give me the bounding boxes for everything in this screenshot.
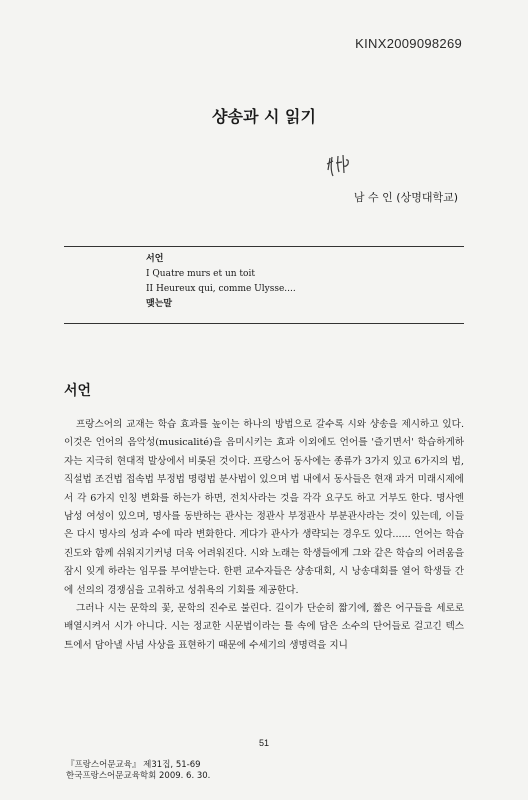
- document-id: KINX2009098269: [355, 36, 462, 51]
- toc-item: 맺는말: [146, 299, 173, 309]
- journal-citation: [66, 760, 210, 782]
- toc-item: I Quatre murs et un toit: [146, 269, 255, 279]
- toc-item: 서언: [146, 254, 164, 264]
- toc-bottom-rule: [64, 323, 464, 324]
- paragraph: 프랑스어의 교재는 학습 효과를 높이는 하나의 방법으로 갈수록 시와 샹송을 제시하고 있다. 이것은 언어의 음악성(musicalité)을 음미시키는 효과 이외에도 언어를 '즐기면서' 학습하게하자는 지극히 현대적 발상에서 비롯된 것이다. 프랑스어 동사에는 종류가 3가지 있고 6가지의 법, 직설법 조건법 접속법 부정법 명령법 분사법이 있으며 법 내에서 동사들은 현재 과거 미래시제에서 각 6가지 인칭 변화를 하는가 하면, 전치사라는 것을 각각 요구도 하고 거부도 한다. 명사엔 남성 여성이 있으며, 명사를 동반하는 관사는 정관사 부정관사 부분관사라는 것이 있는데, 이들은 다시 명사의 성과 수에 따라 변화한다. 게다가 관사가 생략되는 경우도 있다...... 언어는 학습 진도와 함께 쉬워지기커녕 더욱 어려워진다. 시와 노래는 학생들에게 그와 같은 학습의 어려움을 잠시 잊게 하라는 임무를 부여받는다. 한편 교수자들은 샹송대회, 시 낭송대회를 열어 학생들 간에 선의의 경쟁심을 고취하고 성취욕의 기회를 제공한다.: [64, 419, 464, 596]
- paragraph: 그러나 시는 문학의 꽃, 문학의 진수로 불린다. 길이가 단순히 짧기에, 짧은 어구들을 세로로 배열시켜서 시가 아니다. 시는 정교한 시문법이라는 틀 속에 담은 소수의 단어들로 걸고긴 텍스트에서 담아낼 사념 사상을 표현하기 때문에 수세기의 생명력을 지니: [64, 603, 464, 651]
- handwritten-signature: [324, 148, 364, 184]
- citation-line: 『프랑스어문교육』 제31집, 51-69: [66, 760, 201, 770]
- section-heading: 서언: [64, 383, 92, 399]
- author-affiliation: 남 수 인 (상명대학교): [353, 191, 458, 204]
- toc-top-rule: [64, 246, 464, 247]
- page-number: 51: [258, 738, 269, 748]
- table-of-contents: [146, 252, 296, 312]
- body-text: [64, 416, 464, 655]
- paper-title: 샹송과 시 읽기: [212, 107, 316, 126]
- citation-line: 한국프랑스어문교육학회 2009. 6. 30.: [66, 771, 211, 781]
- toc-item: II Heureux qui, comme Ulysse....: [146, 284, 296, 294]
